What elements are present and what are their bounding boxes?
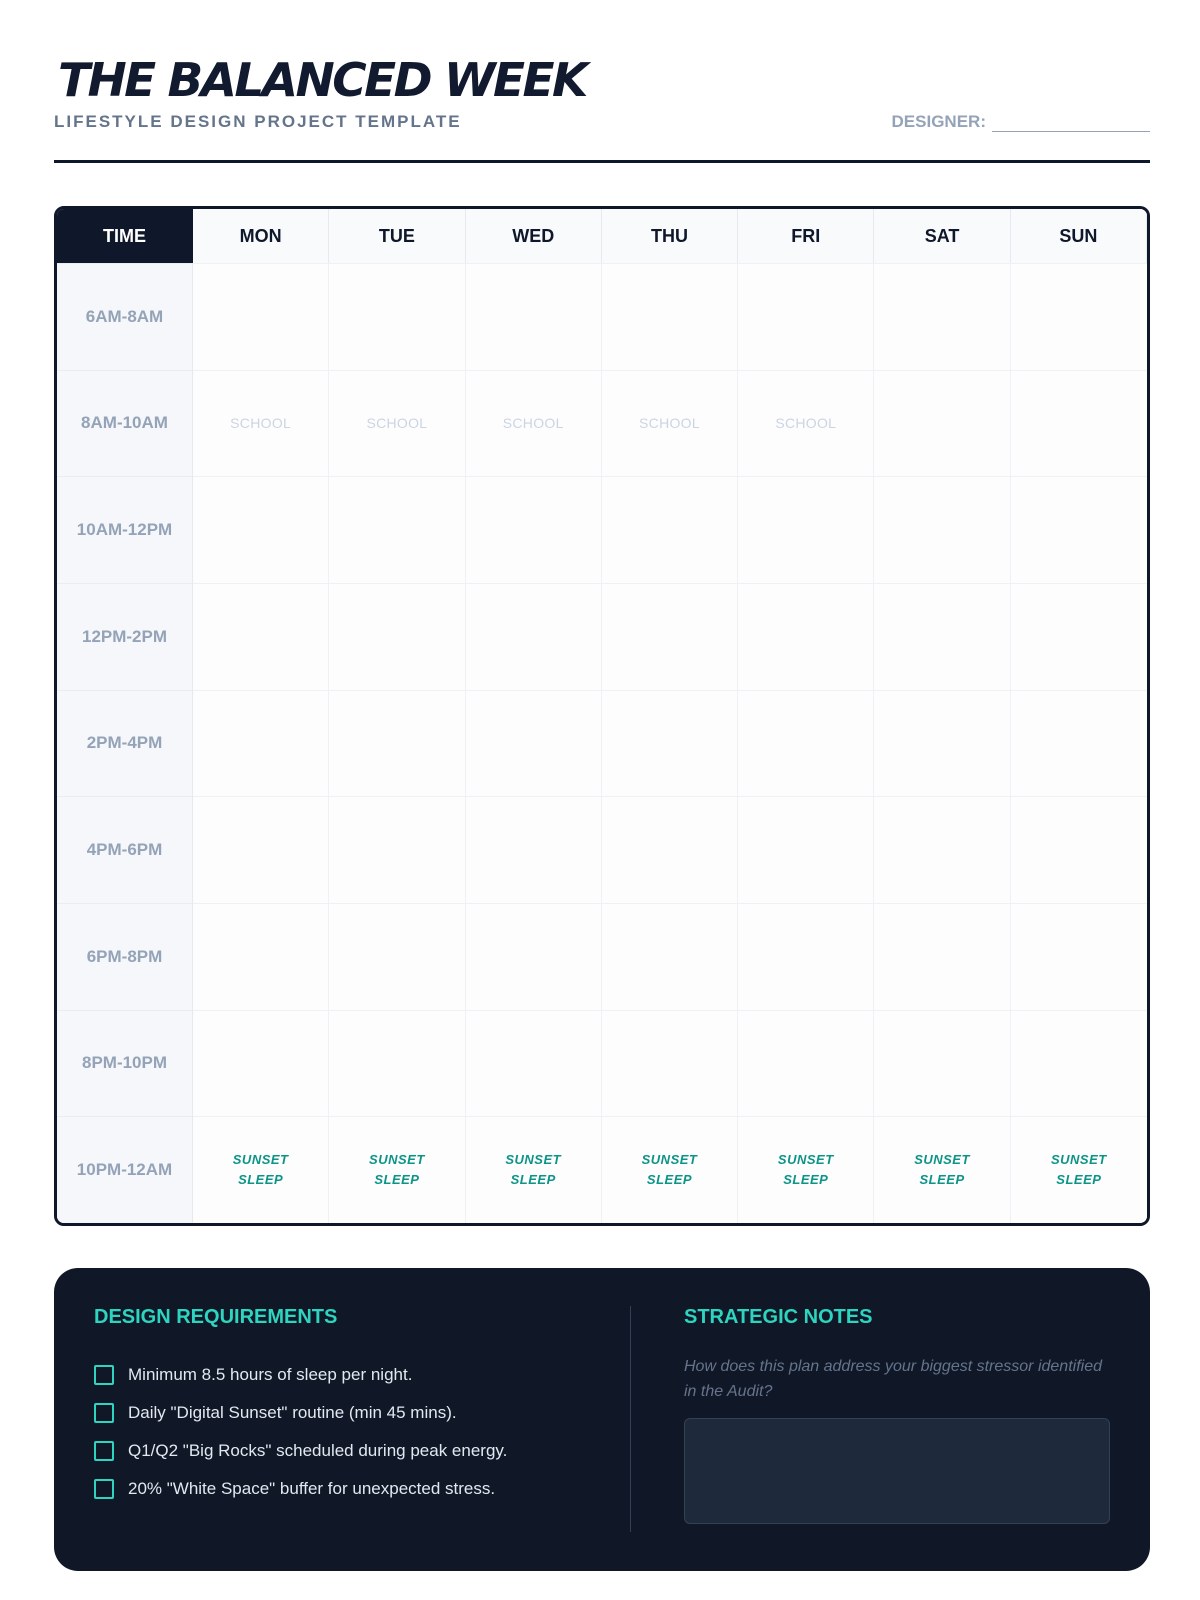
schedule-cell[interactable] [466,370,602,477]
time-slot-label: 12PM-2PM [57,583,193,690]
requirement-checkbox[interactable] [94,1365,114,1385]
schedule-cell[interactable] [466,476,602,583]
schedule-cell[interactable] [193,583,329,690]
schedule-cell[interactable] [602,796,738,903]
sunset-sleep-label: SUNSET SLEEP [369,1152,425,1188]
schedule-cell[interactable] [193,1116,329,1223]
design-requirements-section [94,1304,634,1508]
schedule-cell[interactable] [329,903,465,1010]
schedule-cell[interactable] [1011,903,1147,1010]
requirements-list [94,1356,634,1508]
weekly-schedule-table [54,206,1150,1226]
schedule-cell[interactable] [738,690,874,797]
school-label: SCHOOL [230,415,292,432]
sunset-sleep-label: SUNSET SLEEP [777,1152,834,1188]
schedule-cell[interactable] [1011,263,1147,370]
schedule-cell[interactable] [1011,1010,1147,1117]
schedule-cell[interactable] [602,690,738,797]
day-header-wed: WED [466,209,602,263]
schedule-cell[interactable] [1011,1116,1147,1223]
page-title: THE BALANCED WEEK [58,53,586,107]
bottom-panel [54,1268,1150,1571]
schedule-cell[interactable] [329,1116,465,1223]
requirement-label: Daily "Digital Sunset" routine (min 45 mins). [128,1403,457,1422]
strategic-notes-textarea[interactable] [684,1418,1110,1524]
time-slot-label: 10PM-12AM [57,1116,193,1223]
schedule-cell[interactable] [193,903,329,1010]
day-header-fri: FRI [738,209,874,263]
schedule-cell[interactable] [193,796,329,903]
time-slot-label: 6AM-8AM [57,263,193,370]
requirement-label: 20% "White Space" buffer for unexpected stress. [128,1479,496,1498]
requirement-label: Minimum 8.5 hours of sleep per night. [128,1365,413,1384]
school-label: SCHOOL [366,415,428,432]
requirement-item [94,1470,634,1508]
schedule-cell[interactable] [1011,796,1147,903]
schedule-cell[interactable] [602,583,738,690]
schedule-cell[interactable] [602,476,738,583]
time-slot-label: 2PM-4PM [57,690,193,797]
schedule-cell[interactable] [874,476,1010,583]
schedule-cell[interactable] [466,690,602,797]
schedule-cell[interactable] [738,796,874,903]
schedule-cell[interactable] [602,903,738,1010]
requirement-checkbox[interactable] [94,1441,114,1461]
schedule-cell[interactable] [738,263,874,370]
notes-heading: STRATEGIC NOTES [684,1306,873,1328]
schedule-cell[interactable] [193,263,329,370]
designer-input-line[interactable] [992,116,1150,132]
schedule-cell[interactable] [738,370,874,477]
requirement-item [94,1394,634,1432]
schedule-cell[interactable] [1011,690,1147,797]
schedule-cell[interactable] [329,1010,465,1117]
schedule-cell[interactable] [874,903,1010,1010]
schedule-cell[interactable] [874,690,1010,797]
schedule-cell[interactable] [874,796,1010,903]
requirement-item [94,1356,634,1394]
page-subtitle: LIFESTYLE DESIGN PROJECT TEMPLATE [54,112,462,131]
header-divider [54,160,1150,163]
day-header-sat: SAT [874,209,1010,263]
day-header-mon: MON [193,209,329,263]
designer-field[interactable] [892,112,1150,132]
sunset-sleep-label: SUNSET SLEEP [232,1152,289,1188]
schedule-cell[interactable] [602,1116,738,1223]
schedule-cell[interactable] [738,476,874,583]
page-header [54,52,1150,164]
notes-prompt: How does this plan address your biggest stressor identified in the Audit? [684,1358,1102,1400]
schedule-cell[interactable] [329,263,465,370]
schedule-cell[interactable] [193,476,329,583]
schedule-cell[interactable] [466,1010,602,1117]
schedule-cell[interactable] [466,796,602,903]
schedule-cell[interactable] [738,1010,874,1117]
schedule-cell[interactable] [466,1116,602,1223]
schedule-cell[interactable] [329,583,465,690]
requirement-checkbox[interactable] [94,1403,114,1423]
schedule-cell[interactable] [602,263,738,370]
schedule-cell[interactable] [738,583,874,690]
schedule-cell[interactable] [874,583,1010,690]
schedule-cell[interactable] [193,690,329,797]
schedule-cell[interactable] [193,1010,329,1117]
requirement-label: Q1/Q2 "Big Rocks" scheduled during peak energy. [128,1441,508,1460]
sunset-sleep-label: SUNSET SLEEP [641,1152,698,1188]
time-slot-label: 8AM-10AM [57,370,193,477]
panel-divider [630,1306,631,1532]
schedule-cell[interactable] [1011,370,1147,477]
requirement-checkbox[interactable] [94,1479,114,1499]
day-header-tue: TUE [329,209,465,263]
schedule-cell[interactable] [466,583,602,690]
schedule-cell[interactable] [874,1010,1010,1117]
day-header-sun: SUN [1011,209,1147,263]
schedule-cell[interactable] [874,263,1010,370]
strategic-notes-section [684,1304,1110,1529]
school-label: SCHOOL [775,415,837,432]
schedule-cell[interactable] [1011,476,1147,583]
schedule-cell[interactable] [602,1010,738,1117]
sunset-sleep-label: SUNSET SLEEP [505,1152,562,1188]
time-slot-label: 6PM-8PM [57,903,193,1010]
schedule-cell[interactable] [1011,583,1147,690]
schedule-cell[interactable] [874,1116,1010,1223]
schedule-cell[interactable] [874,370,1010,477]
time-slot-label: 4PM-6PM [57,796,193,903]
schedule-cell[interactable] [329,370,465,477]
day-header-thu: THU [602,209,738,263]
schedule-cell[interactable] [193,370,329,477]
designer-label: DESIGNER: [891,112,986,131]
schedule-cell[interactable] [738,1116,874,1223]
schedule-cell[interactable] [329,796,465,903]
requirements-heading: DESIGN REQUIREMENTS [94,1306,338,1328]
schedule-cell[interactable] [466,263,602,370]
schedule-cell[interactable] [466,903,602,1010]
time-column-header: TIME [57,209,193,263]
schedule-cell[interactable] [329,476,465,583]
schedule-cell[interactable] [738,903,874,1010]
requirement-item [94,1432,634,1470]
time-slot-label: 10AM-12PM [57,476,193,583]
schedule-cell[interactable] [329,690,465,797]
schedule-cell[interactable] [602,370,738,477]
school-label: SCHOOL [639,415,700,432]
sunset-sleep-label: SUNSET SLEEP [1050,1152,1107,1188]
school-label: SCHOOL [502,415,564,432]
sunset-sleep-label: SUNSET SLEEP [914,1152,970,1188]
time-slot-label: 8PM-10PM [57,1010,193,1117]
